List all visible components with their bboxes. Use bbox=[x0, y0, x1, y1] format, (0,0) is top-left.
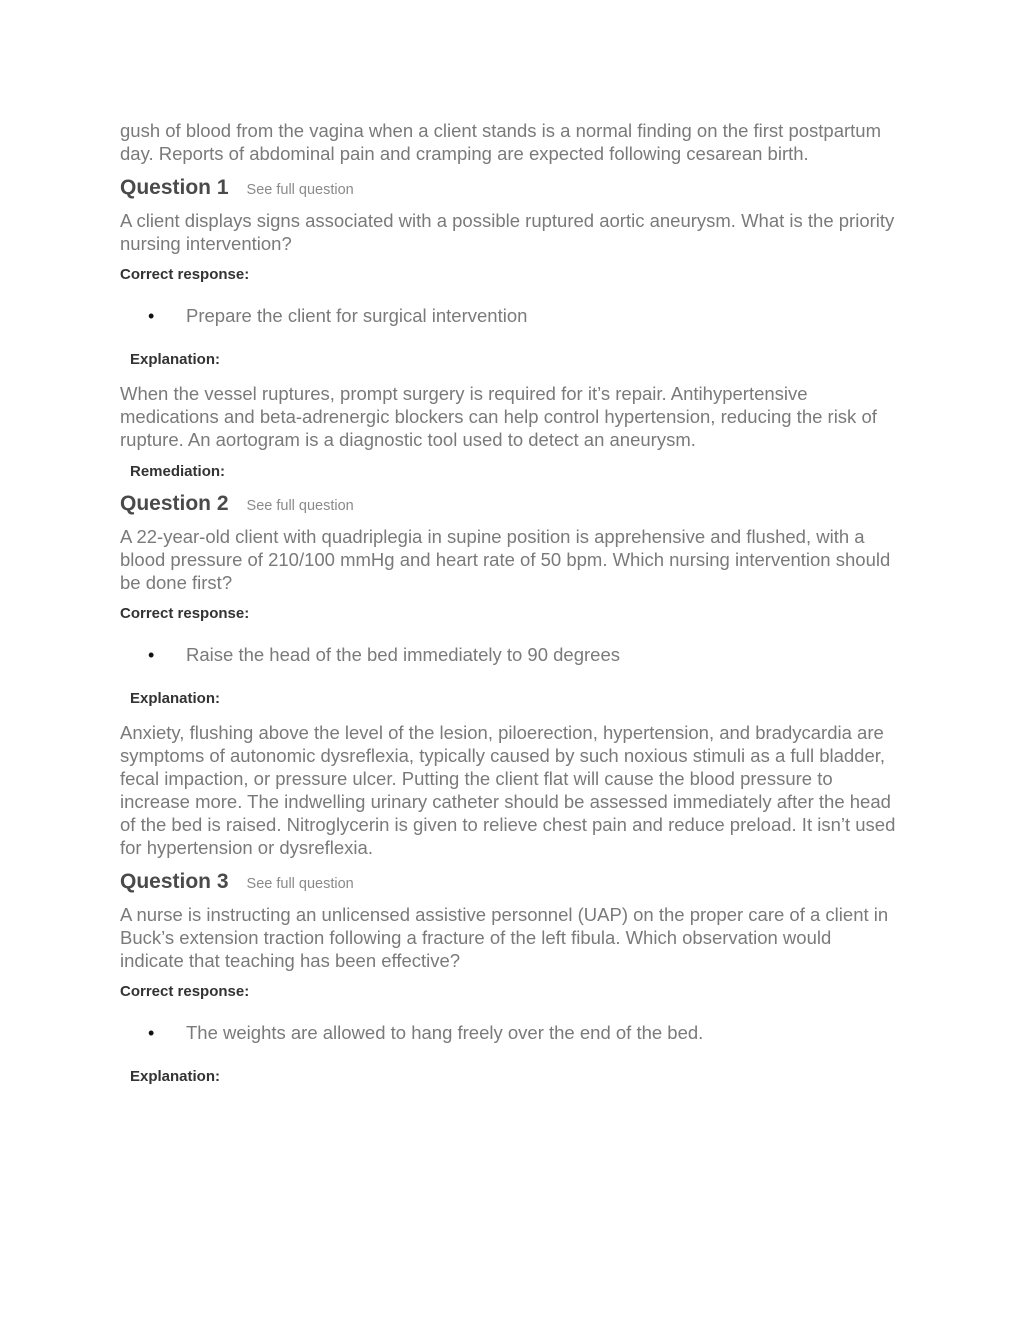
question-2-text: A 22-year-old client with quadriplegia in supine position is apprehensive and flushed, with a blood pressure of 210/100 mmHg and heart rate of 50 bpm. Which nursing intervention should be done first? bbox=[120, 526, 891, 593]
question-2-explanation: Anxiety, flushing above the level of the lesion, piloerection, hypertension, and bradycardia are symptoms of autonomic dysreflexia, typically caused by such noxious stimuli as a full bladder, fecal impaction, or pressure ulcer. Putting the client flat will cause the blood pressure to increase more. The indwelling urinary catheter should be assessed immediately after the head of the bed is raised. Nitroglycerin is given to relieve chest pain and reduce preload. It isn’t used for hypertension or dysreflexia. bbox=[120, 722, 896, 858]
question-1-text: A client displays signs associated with a possible ruptured aortic aneurysm. What is the priority nursing intervention? bbox=[120, 210, 895, 254]
question-1-answer bbox=[120, 305, 900, 327]
bullet-icon: • bbox=[148, 644, 155, 665]
question-2-see-full-link[interactable]: See full question bbox=[246, 498, 354, 514]
question-1-header bbox=[120, 176, 900, 200]
question-1-correct-response-label: Correct response: bbox=[120, 266, 250, 283]
question-3-title: Question 3 bbox=[120, 870, 229, 893]
question-1-explanation-label: Explanation: bbox=[130, 351, 221, 368]
question-1-title: Question 1 bbox=[120, 176, 229, 199]
question-3-see-full-link[interactable]: See full question bbox=[246, 876, 354, 892]
question-2-title: Question 2 bbox=[120, 492, 229, 515]
question-1-answer-text: Prepare the client for surgical intervention bbox=[186, 305, 528, 326]
question-1-see-full-link[interactable]: See full question bbox=[246, 182, 354, 198]
question-2-answer-text: Raise the head of the bed immediately to 90 degrees bbox=[186, 644, 621, 665]
question-2-answer bbox=[120, 644, 900, 666]
question-3-answer bbox=[120, 1022, 900, 1044]
document-page bbox=[120, 119, 900, 1085]
intro-paragraph: gush of blood from the vagina when a client stands is a normal finding on the first postpartum day. Reports of abdominal pain and cramping are expected following cesarean birth. bbox=[120, 120, 881, 164]
question-2-explanation-label: Explanation: bbox=[130, 690, 221, 707]
question-2-header bbox=[120, 492, 900, 516]
question-3-correct-response-label: Correct response: bbox=[120, 983, 250, 1000]
question-3-answer-text: The weights are allowed to hang freely over the end of the bed. bbox=[186, 1022, 704, 1043]
question-3-text: A nurse is instructing an unlicensed assistive personnel (UAP) on the proper care of a client in Buck’s extension traction following a fracture of the left fibula. Which observation would indicate that teaching has been effective? bbox=[120, 904, 889, 971]
question-3-header bbox=[120, 870, 900, 894]
question-2-correct-response-label: Correct response: bbox=[120, 605, 250, 622]
bullet-icon: • bbox=[148, 305, 155, 326]
question-3-explanation-label: Explanation: bbox=[130, 1068, 221, 1085]
bullet-icon: • bbox=[148, 1022, 155, 1043]
question-1-explanation: When the vessel ruptures, prompt surgery is required for it’s repair. Antihypertensive medications and beta-adrenergic blockers can help control hypertension, reducing the risk of rupture. An aortogram is a diagnostic tool used to detect an aneurysm. bbox=[120, 383, 877, 450]
question-1-remediation-label: Remediation: bbox=[130, 463, 226, 480]
